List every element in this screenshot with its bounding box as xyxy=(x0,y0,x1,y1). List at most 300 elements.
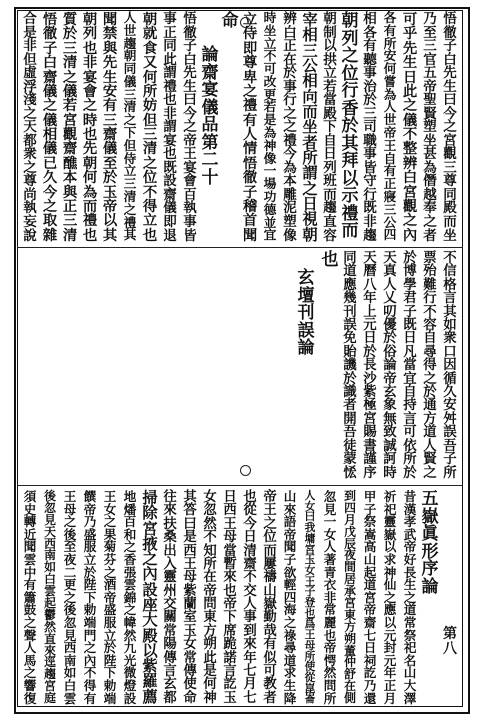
glyph: 禮 xyxy=(242,98,258,115)
glyph: 誤 xyxy=(443,424,457,441)
text-column xyxy=(180,491,200,705)
glyph: 是 xyxy=(183,529,197,546)
glyph: 朔 xyxy=(344,631,356,646)
glyph: 忽 xyxy=(63,614,77,630)
glyph: 生 xyxy=(183,78,197,95)
glyph: 宴 xyxy=(163,132,177,149)
glyph: 今 xyxy=(183,105,197,122)
glyph: 墉 xyxy=(304,531,316,545)
glyph: 所 xyxy=(443,464,457,481)
glyph: 質 xyxy=(62,12,78,28)
glyph: 之 xyxy=(123,539,137,555)
glyph: 若 xyxy=(323,78,337,95)
glyph: 祀 xyxy=(383,501,397,517)
text-column xyxy=(220,491,240,705)
glyph: 曰 xyxy=(304,510,316,524)
glyph: 卑 xyxy=(242,69,258,86)
glyph: 神 xyxy=(203,689,217,706)
glyph: 賢 xyxy=(423,105,437,122)
text-column xyxy=(100,491,120,705)
glyph: 賢 xyxy=(423,451,437,468)
glyph: 掃 xyxy=(142,489,158,507)
glyph: 出 xyxy=(163,542,177,559)
glyph: 之 xyxy=(183,119,197,136)
glyph: 象 xyxy=(383,397,397,414)
glyph: 票 xyxy=(423,250,437,266)
text-column xyxy=(100,13,120,243)
glyph: 武 xyxy=(403,526,417,542)
glyph: 容 xyxy=(423,317,437,334)
glyph: 東 xyxy=(344,607,356,622)
glyph: 子 xyxy=(363,501,377,517)
glyph: 謂 xyxy=(302,164,318,183)
glyph: 南 xyxy=(63,652,77,668)
glyph: 像 xyxy=(283,227,297,244)
glyph: 崙 xyxy=(304,692,316,706)
glyph: 名 xyxy=(403,652,417,668)
glyph: 同 xyxy=(123,62,137,78)
glyph: 也 xyxy=(243,489,257,505)
glyph: 漢 xyxy=(403,501,417,517)
glyph: 曰 xyxy=(183,92,197,109)
glyph: 之 xyxy=(423,370,437,387)
glyph: 視 xyxy=(302,210,318,229)
glyph: 命 xyxy=(183,689,197,706)
glyph: 合 xyxy=(23,11,37,27)
glyph: 有 xyxy=(383,23,397,39)
glyph: 子 xyxy=(403,303,417,320)
glyph: 立 xyxy=(83,551,97,567)
glyph: 白 xyxy=(42,55,58,72)
glyph: 雕 xyxy=(283,186,297,203)
glyph: 三 xyxy=(423,38,437,55)
glyph: 衆 xyxy=(443,330,457,347)
glyph: 玉 xyxy=(102,184,118,201)
glyph: 趨 xyxy=(323,200,337,217)
glyph: 像 xyxy=(263,151,277,167)
glyph: 忽 xyxy=(203,502,217,519)
glyph: 場 xyxy=(263,177,277,193)
glyph: 三 xyxy=(123,177,137,193)
glyph: 衣 xyxy=(323,577,337,593)
text-column xyxy=(400,491,420,705)
glyph: 如 xyxy=(443,317,457,334)
glyph: 帝 xyxy=(83,501,97,517)
glyph: 職 xyxy=(363,132,377,149)
glyph: 常 xyxy=(163,622,177,639)
glyph: 聲 xyxy=(23,627,37,643)
glyph: 後 xyxy=(44,489,56,503)
glyph: 四 xyxy=(344,500,356,515)
glyph: 之 xyxy=(63,589,77,605)
glyph: 然 xyxy=(44,619,56,634)
glyph: 生 xyxy=(102,69,118,86)
glyph: 酒 xyxy=(103,577,117,593)
glyph: 陽 xyxy=(163,636,177,653)
text-column xyxy=(180,13,200,243)
glyph: 帝 xyxy=(403,539,417,555)
glyph: 道 xyxy=(283,652,297,668)
glyph: 聖 xyxy=(423,92,437,109)
glyph: 乃 xyxy=(423,11,437,27)
glyph: 優 xyxy=(383,317,397,334)
glyph: 乃 xyxy=(363,677,377,693)
glyph: 至 xyxy=(102,155,118,172)
glyph: 何 xyxy=(203,676,217,693)
glyph: 安 xyxy=(102,83,118,100)
glyph: 王 xyxy=(304,574,316,588)
text-panel-top xyxy=(20,13,460,245)
glyph: 謹 xyxy=(363,451,377,468)
glyph: 之 xyxy=(283,614,297,630)
glyph: 間 xyxy=(344,560,356,575)
glyph: 年 xyxy=(243,649,257,666)
glyph: 不 xyxy=(402,127,418,143)
text-column xyxy=(320,252,340,270)
glyph: 長 xyxy=(403,564,417,580)
glyph: 時 xyxy=(383,464,397,481)
glyph: 何 xyxy=(82,170,98,187)
glyph: 徹 xyxy=(443,24,457,41)
glyph: 山 xyxy=(403,665,417,681)
glyph: 到 xyxy=(243,622,257,639)
text-column xyxy=(40,13,60,243)
glyph: 改 xyxy=(263,74,277,90)
glyph: 位 xyxy=(263,529,277,546)
glyph: 神 xyxy=(383,564,397,580)
glyph: 有 xyxy=(263,636,277,653)
glyph: 天 xyxy=(363,250,377,266)
glyph: 聞 xyxy=(102,12,118,28)
glyph: 何 xyxy=(142,69,158,86)
glyph: 齋 xyxy=(62,141,78,158)
glyph: 年 xyxy=(383,665,397,681)
glyph: 非 xyxy=(323,589,337,605)
glyph: 時 xyxy=(82,112,98,129)
glyph: 方 xyxy=(423,410,437,427)
text-column xyxy=(440,13,460,243)
glyph: 不 xyxy=(142,184,158,201)
glyph: 燔 xyxy=(123,501,137,517)
glyph: 事 xyxy=(163,11,177,27)
glyph: 生 xyxy=(283,677,297,693)
glyph: 正 xyxy=(283,38,297,55)
glyph: 也 xyxy=(304,606,316,620)
glyph: 行 xyxy=(363,186,377,203)
glyph: 在 xyxy=(283,51,297,68)
glyph: 儀 xyxy=(62,83,78,100)
glyph: 塑 xyxy=(423,119,437,136)
glyph: 位 xyxy=(341,63,359,84)
glyph: 舒 xyxy=(344,667,356,682)
glyph: 子 xyxy=(283,551,297,567)
glyph: 以 xyxy=(341,168,359,189)
glyph: 謂 xyxy=(163,65,177,82)
text-panel-middle xyxy=(20,252,460,482)
glyph: 下 xyxy=(223,609,237,626)
glyph: 觀 xyxy=(62,127,78,143)
glyph: 王 xyxy=(223,515,237,532)
glyph: 見 xyxy=(323,501,337,517)
text-column xyxy=(60,13,80,243)
glyph: 之 xyxy=(402,98,418,115)
glyph: 時 xyxy=(263,11,277,26)
glyph: 暫 xyxy=(223,555,237,572)
glyph: 雜 xyxy=(42,227,58,244)
glyph: 與 xyxy=(62,184,78,201)
glyph: 所 xyxy=(323,690,337,706)
glyph: 帝 xyxy=(183,132,197,149)
glyph: 坐 xyxy=(423,132,437,149)
glyph: 天 xyxy=(44,524,56,539)
text-column xyxy=(160,13,180,243)
glyph: 母 xyxy=(183,569,197,586)
glyph: 子 xyxy=(42,40,58,57)
glyph: 禮 xyxy=(82,213,98,230)
glyph: 除 xyxy=(142,504,158,523)
glyph: 並 xyxy=(263,215,277,231)
glyph: 之 xyxy=(123,202,137,218)
glyph: 王 xyxy=(63,489,77,504)
glyph: 簫 xyxy=(23,589,37,605)
glyph: 取 xyxy=(42,213,58,230)
glyph: 山 xyxy=(263,582,277,599)
glyph: 傳 xyxy=(183,662,197,679)
glyph: 十 xyxy=(201,167,219,188)
text-column xyxy=(380,252,400,480)
glyph: 位 xyxy=(142,170,158,187)
glyph: 事 xyxy=(283,78,297,95)
glyph: 也 xyxy=(82,227,98,244)
glyph: 聞 xyxy=(23,539,37,555)
glyph: 列 xyxy=(82,26,98,43)
glyph: 行 xyxy=(341,81,359,101)
glyph: 食 xyxy=(142,40,158,57)
glyph: 有 xyxy=(23,577,37,593)
glyph: 浮 xyxy=(23,78,37,95)
glyph: 宮 xyxy=(44,679,56,694)
glyph: 示 xyxy=(341,186,359,206)
glyph: 芬 xyxy=(103,551,117,567)
glyph: 嘗 xyxy=(383,74,397,90)
text-column xyxy=(280,491,300,705)
glyph: 衆 xyxy=(23,146,37,163)
glyph: 服 xyxy=(83,539,97,555)
glyph: 王 xyxy=(383,138,397,154)
glyph: 清 xyxy=(243,542,257,559)
glyph: 來 xyxy=(223,569,237,586)
glyph: 桑 xyxy=(163,529,177,546)
glyph: 於 xyxy=(363,92,377,109)
glyph: 奉 xyxy=(423,200,437,217)
text-column xyxy=(320,491,340,705)
glyph: 形 xyxy=(421,541,439,562)
glyph: 子 xyxy=(304,585,316,599)
glyph: 問 xyxy=(323,677,337,693)
glyph: 子 xyxy=(443,451,457,468)
glyph: 傳 xyxy=(163,649,177,666)
glyph: 王 xyxy=(183,146,197,163)
glyph: 海 xyxy=(283,602,297,618)
glyph: 人 xyxy=(242,127,258,143)
glyph: 功 xyxy=(263,189,277,205)
glyph: 謂 xyxy=(163,119,177,136)
glyph: 微 xyxy=(123,665,137,681)
glyph: 執 xyxy=(183,200,197,217)
glyph: 祭 xyxy=(363,514,377,530)
glyph: 祿 xyxy=(283,627,297,643)
text-column xyxy=(240,13,260,243)
glyph: 正 xyxy=(383,677,397,693)
glyph: 勤 xyxy=(263,609,277,626)
glyph: 整 xyxy=(402,141,418,158)
glyph: 入 xyxy=(163,555,177,572)
glyph: 嶽 xyxy=(383,526,397,542)
glyph: 禮 xyxy=(123,215,137,231)
glyph: 儀 xyxy=(123,74,137,90)
glyph: 序 xyxy=(363,464,377,481)
glyph: 關 xyxy=(163,609,177,626)
glyph: 公 xyxy=(302,56,318,75)
glyph: 論 xyxy=(201,45,219,65)
glyph: 得 xyxy=(423,357,437,374)
glyph: 盛 xyxy=(103,602,117,618)
glyph: 禁 xyxy=(102,26,118,43)
glyph: 大 xyxy=(142,611,158,630)
glyph: 退 xyxy=(163,227,177,244)
glyph: 然 xyxy=(203,515,217,532)
glyph: 學 xyxy=(403,276,417,293)
glyph: 宮 xyxy=(363,589,377,605)
glyph: 屢 xyxy=(263,555,277,572)
glyph: 有 xyxy=(383,164,397,180)
glyph: 史 xyxy=(23,501,37,517)
closing-title xyxy=(296,270,316,358)
glyph: 班 xyxy=(323,173,337,190)
glyph: 叨 xyxy=(383,303,397,320)
glyph: 同 xyxy=(443,186,457,203)
glyph: 所 xyxy=(403,451,417,468)
glyph: 直 xyxy=(44,631,56,646)
glyph: 日 xyxy=(323,146,337,163)
glyph: 乂 xyxy=(383,290,397,307)
glyph: 降 xyxy=(283,690,297,706)
glyph: 朔 xyxy=(203,636,217,653)
glyph: 在 xyxy=(344,679,356,694)
glyph: 訖 xyxy=(363,665,377,681)
glyph: 九 xyxy=(123,640,137,656)
glyph: 帝 xyxy=(323,640,337,656)
glyph: 論 xyxy=(421,576,439,597)
glyph: 欲 xyxy=(283,564,297,580)
page-number xyxy=(440,627,460,657)
glyph: 設 xyxy=(142,580,158,599)
glyph: 妨 xyxy=(142,98,158,115)
glyph: 言 xyxy=(163,662,177,679)
glyph: 然 xyxy=(323,665,337,681)
glyph: 從 xyxy=(243,502,257,519)
glyph: 三 xyxy=(363,105,377,122)
glyph: 既 xyxy=(163,159,177,176)
glyph: 悟 xyxy=(242,155,258,172)
glyph: 儀 xyxy=(42,112,58,129)
glyph: 此 xyxy=(203,649,217,666)
glyph: 朝 xyxy=(82,12,98,28)
glyph: 也 xyxy=(223,582,237,599)
glyph: 寢 xyxy=(383,189,397,205)
glyph: 禮 xyxy=(341,203,359,224)
glyph: 三 xyxy=(102,112,118,129)
glyph: 朝 xyxy=(302,225,318,244)
glyph: 見 xyxy=(44,512,56,527)
glyph: 虛 xyxy=(23,65,37,82)
glyph: 曰 xyxy=(443,92,457,109)
glyph: 庭 xyxy=(44,691,56,706)
glyph: 爲 xyxy=(304,617,316,631)
glyph: 人 xyxy=(323,539,337,555)
glyph: 帝 xyxy=(223,596,237,612)
glyph: 舛 xyxy=(443,410,457,427)
glyph: 逕 xyxy=(44,655,56,670)
glyph: 論 xyxy=(297,338,315,358)
glyph: 誤 xyxy=(343,317,357,334)
glyph: 香 xyxy=(123,551,137,567)
glyph: 之 xyxy=(103,514,117,530)
glyph: 立 xyxy=(123,164,137,180)
glyph: 儀 xyxy=(42,141,58,158)
glyph: 道 xyxy=(343,263,357,280)
text-column xyxy=(80,491,100,705)
glyph: 應 xyxy=(343,276,357,293)
glyph: 免 xyxy=(343,330,357,347)
glyph: 而 xyxy=(302,102,318,121)
glyph: 也 xyxy=(321,250,339,270)
glyph: 愕 xyxy=(323,652,337,668)
glyph: 者 xyxy=(263,689,277,706)
glyph: 常 xyxy=(323,602,337,618)
glyph: 沙 xyxy=(363,370,377,387)
glyph: 白 xyxy=(44,572,56,587)
glyph: 馬 xyxy=(23,652,37,668)
glyph: 之 xyxy=(123,602,137,618)
text-column xyxy=(220,13,240,31)
glyph: 下 xyxy=(103,665,117,681)
glyph: 山 xyxy=(283,489,297,504)
glyph: 曆 xyxy=(363,263,377,280)
glyph: 可 xyxy=(403,424,417,441)
glyph: 所 xyxy=(142,83,158,100)
glyph: 自 xyxy=(383,151,397,167)
glyph: 賜 xyxy=(363,424,377,441)
glyph: 為 xyxy=(283,159,297,176)
glyph: 聞 xyxy=(242,227,258,244)
glyph: 向 xyxy=(302,87,318,106)
glyph: 母 xyxy=(304,638,316,652)
glyph: 帝 xyxy=(283,526,297,542)
glyph: 雲 xyxy=(63,690,77,706)
glyph: 也 xyxy=(163,92,177,109)
glyph: 但 xyxy=(142,112,158,129)
glyph: 之 xyxy=(23,614,37,630)
glyph: 而 xyxy=(323,186,337,203)
glyph: 之 xyxy=(423,213,437,230)
glyph: 信 xyxy=(443,263,457,280)
glyph: 司 xyxy=(363,119,377,136)
glyph: 禮 xyxy=(163,78,177,95)
glyph: 席 xyxy=(223,622,237,639)
glyph: 百 xyxy=(123,514,137,530)
glyph: 王 xyxy=(103,489,117,504)
